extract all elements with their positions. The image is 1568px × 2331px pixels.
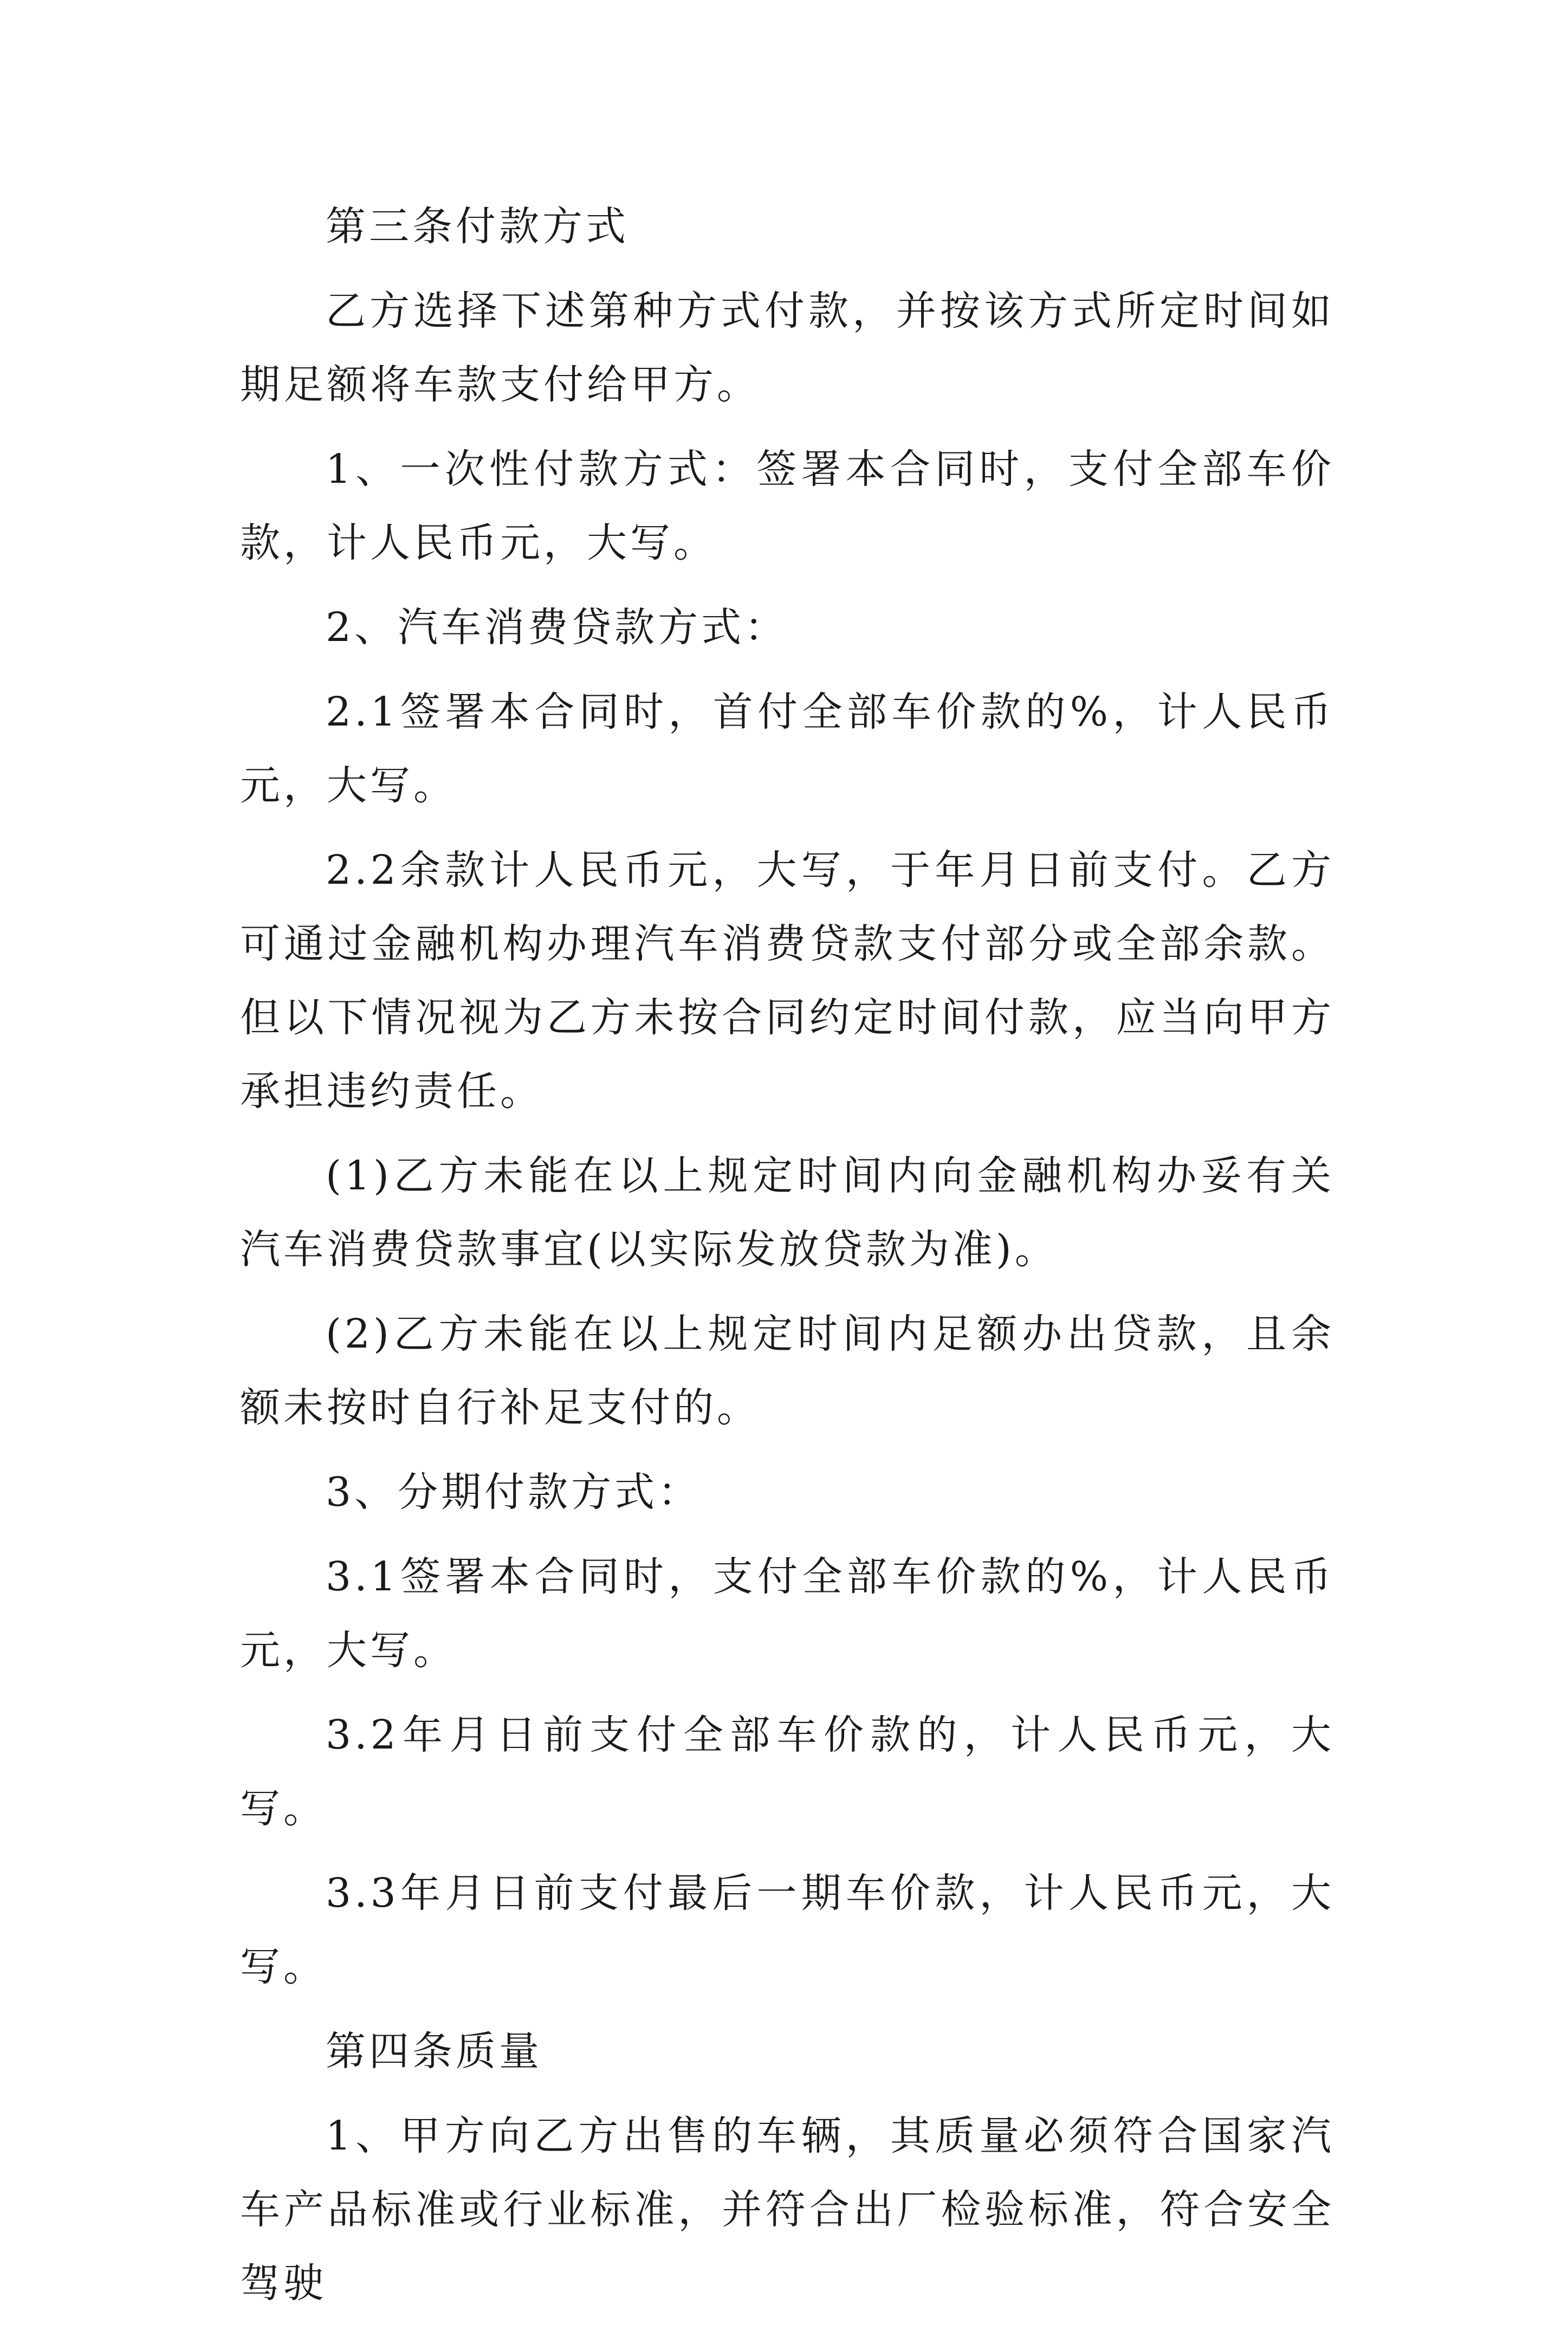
paragraph-loan-case-2: (2)乙方未能在以上规定时间内足额办出贷款，且余额未按时自行补足支付的。 xyxy=(240,1311,1334,1431)
section-heading-quality: 第四条质量 xyxy=(326,2028,542,2075)
paragraph-loan-case-1: (1)乙方未能在以上规定时间内向金融机构办妥有关汽车消费贷款事宜(以实际发放贷款为准)。 xyxy=(240,1152,1334,1273)
section-heading-payment: 第三条付款方式 xyxy=(326,203,629,250)
document-body xyxy=(240,190,1334,2331)
paragraph-lump-sum: 1、一次性付款方式：签署本合同时，支付全部车价款，计人民币元，大写。 xyxy=(240,446,1334,566)
paragraph-quality-1: 1、甲方向乙方出售的车辆，其质量必须符合国家汽车产品标准或行业标准，并符合出厂检验标准，符合安全驾驶 xyxy=(240,2113,1334,2307)
paragraph-loan-heading: 2、汽车消费贷款方式： xyxy=(326,604,788,651)
paragraph-installment-heading: 3、分期付款方式： xyxy=(326,1469,702,1516)
paragraph-installment-3-1: 3.1签署本合同时，支付全部车价款的%，计人民币元，大写。 xyxy=(240,1553,1334,1674)
paragraph-loan-2-2: 2.2余款计人民币元，大写，于年月日前支付。乙方可通过金融机构办理汽车消费贷款支付部分或全部余款。但以下情况视为乙方未按合同约定时间付款，应当向甲方承担违约责任。 xyxy=(240,847,1334,1115)
paragraph-loan-2-1: 2.1签署本合同时，首付全部车价款的%，计人民币元，大写。 xyxy=(240,689,1334,809)
paragraph-payment-intro: 乙方选择下述第种方式付款，并按该方式所定时间如期足额将车款支付给甲方。 xyxy=(240,288,1334,408)
paragraph-installment-3-3: 3.3年月日前支付最后一期车价款，计人民币元，大写。 xyxy=(240,1870,1334,1990)
paragraph-installment-3-2: 3.2年月日前支付全部车价款的，计人民币元，大写。 xyxy=(240,1712,1334,1832)
